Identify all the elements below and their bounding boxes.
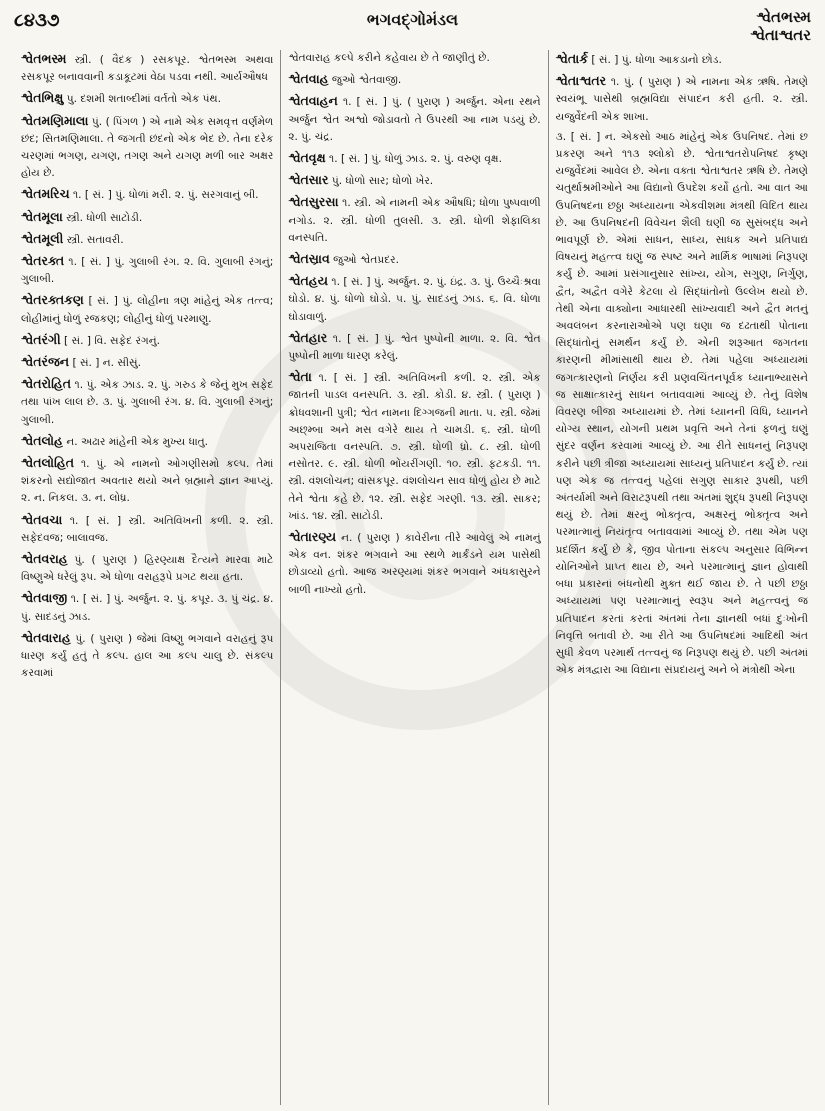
- headword: શ્વેતભસ્મ: [21, 51, 67, 66]
- running-title: ભગવદ્‌ગોમંડલ: [366, 10, 459, 29]
- headword: શ્વેતહય: [288, 273, 328, 289]
- dictionary-entry: [556, 72, 808, 126]
- headword: શ્વેતરંજન: [21, 354, 70, 370]
- headword: શ્વેતસ્રાવ: [288, 251, 330, 267]
- dictionary-entry: [21, 550, 273, 586]
- headword: શ્વેતવચા: [21, 511, 63, 527]
- headword: શ્વેતરંગી: [21, 331, 61, 347]
- definition: જુઓ શ્વેતપ્રદર.: [333, 254, 400, 267]
- headword: શ્વેતહાર: [288, 329, 328, 345]
- dictionary-entry: [556, 129, 808, 680]
- headword: શ્વેતારણ્ય: [288, 529, 337, 545]
- column-3: [548, 50, 815, 1105]
- definition: ૧. [ સં. ] પું. અર્જુન. ૨. પું. ઇંદ્ર. ૩. પું. ઉચ્ચૈઃશ્રવા ઘોડો. ૪. પું. ધોળો ઘોડો. ૫. પું. સાદડનું ઝાડ. ૬. વિ. ધોળા ઘોડાવાળું.: [288, 276, 541, 323]
- headword: શ્વેતરક્ત: [21, 253, 65, 269]
- definition: પું. ( પિંગળ ) એ નામે એક સમવૃત્ત વર્ણમેળ છંદ; સિતમણિમાલા. તે જગતી છંદનો એક ભેદ છે. તેના દરેક ચરણમાં ભગણ, યગણ, તગણ અને યગણ મળી બાર અક્ષર હોય છે.: [21, 115, 274, 180]
- page-number: ૮૪૩૭: [14, 10, 60, 31]
- dictionary-entry: [288, 50, 540, 67]
- definition: સ્ત્રી. ધોળી સાટોડી.: [66, 211, 143, 224]
- dictionary-entry: [21, 208, 273, 227]
- dictionary-entry: [21, 511, 273, 547]
- dictionary-entry: [21, 230, 273, 249]
- definition: શ્વેતવારાહ કલ્પે કરીને કહેવાય છે તે જાણીતું છે.: [288, 52, 490, 64]
- page-header: [14, 8, 811, 48]
- headword: શ્વેતમૂલી: [21, 230, 64, 246]
- headword: શ્વેતમણિમાલા: [21, 112, 89, 128]
- headword: શ્વેતાર્ક: [555, 51, 589, 66]
- definition: ૧. પું. એ નામનો ઓગણીસમો કલ્પ. તેમાં શંકરનો સદ્યોજાત અવતાર થયો અને બ્રહ્માને જ્ઞાન આપ્યું. ૨. ન. નિકલ. ૩. ન. લોધ્ર.: [21, 458, 274, 505]
- headword: શ્વેતસાર: [288, 172, 329, 188]
- headword: શ્વેતા: [288, 369, 312, 385]
- column-1: [14, 50, 280, 1105]
- definition: પું. ( પુરાણ ) હિરણ્યાક્ષ દૈત્યને મારવા માટે વિષ્ણુએ ધરેલું રૂપ. એ ધોળા વરાહરૂપે પ્રગટ થયા હતા.: [21, 554, 274, 584]
- headword: શ્વેતભિક્ષુ: [21, 90, 64, 106]
- guide-word-first: શ્વેતભસ્મ: [756, 8, 811, 26]
- headword: શ્વેતાશ્વતર: [555, 73, 607, 89]
- dictionary-entry: [288, 70, 540, 89]
- definition: ૧. પું. ( પુરાણ ) એ નામના એક ઋષિ. તેમણે સ્વયંભૂ પાસેથી બ્રહ્મવિદ્યા સંપાદન કરી હતી. ૨. સ્ત્રી. યજુર્વેદની એક શાખા.: [555, 76, 808, 123]
- headword: શ્વેતમૂલા: [21, 208, 63, 224]
- guide-words: [750, 8, 811, 44]
- dictionary-entry: [288, 528, 540, 599]
- dictionary-entry: [288, 368, 540, 525]
- headword: શ્વેતવાહન: [288, 93, 338, 109]
- headword: શ્વેતવૃક્ષ: [288, 150, 326, 166]
- dictionary-entry: [21, 89, 273, 108]
- definition: ૧. પું. એક ઝાડ. ૨. પું. ગરુડ કે જેનું મુખ સફેદ તથા પાંખ લાલ છે. ૩. પું. ગુલાબી રંગ. ૪. વિ. ગુલાબી રંગનું; ગુલાબી.: [21, 379, 274, 426]
- guide-word-last: શ્વેતાશ્વતર: [750, 26, 811, 44]
- definition: ન. અઢાર માંહેની એક મુખ્ય ધાતુ.: [66, 435, 209, 448]
- dictionary-entry: [21, 291, 273, 327]
- dictionary-entry: [21, 331, 273, 350]
- definition: પું. ધોળો સાર; ધોળો ખેર.: [331, 175, 434, 188]
- dictionary-entry: [21, 112, 273, 183]
- dictionary-entry: [288, 193, 540, 247]
- headword: શ્વેતવાહ: [288, 71, 329, 87]
- dictionary-entry: [288, 329, 540, 365]
- dictionary-entry: [288, 92, 540, 146]
- dictionary-entry: [21, 629, 273, 683]
- headword: શ્વેતવાજી: [21, 590, 68, 606]
- headword: શ્વેતલોહ: [21, 432, 63, 448]
- dictionary-entry: [21, 50, 273, 86]
- definition: [ સં. ] વિ. સફેદ રંગનું.: [64, 334, 160, 347]
- headword: શ્વેતલોહિત: [21, 455, 75, 471]
- dictionary-columns: [14, 50, 815, 1105]
- headword: શ્વેતસુરસા: [288, 194, 339, 210]
- dictionary-entry: [21, 454, 273, 508]
- definition: જુઓ શ્વેતવાજી.: [331, 74, 402, 87]
- definition: [ સં. ] પું. લોહીના ત્રણ માંહેનું એક તત્ત્વ; લોહીમાંનું ધોળું રજકણ; લોહીનું ધોળું પરમાણુ.: [21, 295, 274, 325]
- dictionary-entry: [21, 252, 273, 288]
- definition: ૧. [ સં. ] પું. શ્વેત પુષ્પોની માળા. ૨. વિ. શ્વેત પુષ્પોની માળા ધારણ કરેલું.: [288, 332, 541, 363]
- definition: પુ. દશમી શતાબ્દીમાં વર્તતો એક પંથ.: [66, 93, 222, 106]
- definition: ન. ( પુરાણ ) કાવેરીના તીરે આવેલું એ નામનું એક વન. શંકર ભગવાને આ સ્થળે માર્કંડને યમ પાસેથી છોડાવ્યો હતો. આજ અરણ્યમાં શંકર ભગવાને અંધકાસુરને બાળી નાખ્યો હતો.: [288, 532, 541, 596]
- definition: સ્ત્રી. ( વૈદક ) રસકપૂર. શ્વેતભસ્મ અથવા રસકપૂર બનાવવાની કડાકૂટમાં વેઠા પડવા નથી. આર્યઔષધ: [21, 54, 274, 84]
- definition: ૧. [ સં. ] પું. ( પુરાણ ) અર્જુન. એના રથને અર્જુન શ્વેત અશ્વો જોડાવતો તે ઉપરથી આ નામ પડયું છે. ૨. પું. ચંદ્ર.: [288, 96, 541, 143]
- headword: શ્વેતરક્તકણ: [21, 292, 84, 308]
- dictionary-entry: [21, 353, 273, 372]
- dictionary-entry: [21, 185, 273, 204]
- dictionary-entry: [288, 250, 540, 269]
- dictionary-entry: [288, 272, 540, 326]
- headword: શ્વેતવારાહ: [21, 629, 71, 645]
- definition: ૩. [ સં. ] ન. એકસો આઠ માંહેનું એક ઉપનિષદ. તેમાં છ પ્રકરણ અને ૧૧૩ શ્લોકો છે. શ્વેતાશ્વતરોપનિષદ કૃષ્ણ યજુર્વેદમાં આવેલ છે. એના વક્તા શ્વેતાશ્વતર ઋષિ છે. તેમણે ચતુર્થાશ્રમીઓને આ વિદ્યાનો ઉપદેશ કર્યો હતો. આ વાત આ ઉપનિષદના છઠ્ઠા અધ્યાયના એકવીશમા મંત્રથી વિદિત થાય છે. આ ઉપનિષદની વિવેચન શૈલી ઘણી જ સુસંબદ્ધ અને ભાવપૂર્ણ છે. એમાં સાધન, સાધ્ય, સાધક અને પ્રતિપાદ્ય વિષયનું મહત્ત્વ ઘણું જ સ્પષ્ટ અને માર્મિક ભાષામાં નિરૂપણ કર્યું છે. આમાં પ્રસંગાનુસાર સાંખ્ય, યોગ, સગુણ, નિર્ગુણ, દ્વૈત, અદ્વૈત વગેરે કેટલા યે સિદ્ધાંતોનો ઉલ્લેખ થયો છે. તેથી એના વાક્યોના આધારથી સાંખ્યવાદી અને દ્વૈત મતનું અવલંબન કરનારાઓએ પણ ઘણા જ દઢતાથી પોતાના સિદ્ધાંતોનું સમર્થન કર્યું છે. એની શરૂઆત જગતના કારણની મીમાંસાથી થાય છે. તેમાં પહેલા અધ્યાયમાં જગત્કારણનો નિર્ણય કરી પ્રણવચિંતનપૂર્વક ધ્યાનાભ્યાસને જ સાક્ષાત્કારનું સાધન બતાવવામાં આવ્યું છે. તેનું વિશેષ વિવરણ બીજા અધ્યાયમાં છે. તેમાં ધ્યાનની વિધિ, ધ્યાનને યોગ્ય સ્થાન, યોગની પ્રથમ પ્રવૃત્તિ અને તેનાં ફળનું ઘણું સુંદર વર્ણન કરવામાં આવ્યું છે. આ રીતે સાધનનું નિરૂપણ કરીને પછી ત્રીજા અધ્યાયમાં સાધ્યનું પ્રતિપાદન કર્યું છે. ત્યાં પણ એક જ તત્ત્વનું પહેલાં સગુણ સાકાર રૂપથી, પછી અંતર્યામી અને વિરાટરૂપથી તથા અંતમાં શુદ્ધ રૂપથી નિરૂપણ થયું છે. તેમાં ક્ષરનું ભોક્તૃત્વ, અક્ષરનું ભોક્તૃત્વ અને પરમાત્માનું નિયંતૃત્વ બતાવવામાં આવ્યું છે. તથા એમ પણ પ્રદર્શિત કર્યું છે કે, જીવ પોતાના સંકલ્પ અનુસાર વિભિન્ન યોનિઓને પ્રાપ્ત થાય છે, અને પરમાત્માનું જ્ઞાન હોવાથી બધા પ્રકારનાં બંધનોથી મુક્ત થઈ જાય છે. તે પછી છઠ્ઠા અધ્યાયમાં પણ પરમાત્માનું સ્વરૂપ અને મહત્ત્વનું જ પ્રતિપાદન કરતાં કરતાં અંતમાં તેના જ્ઞાનથી બધાં દુઃખોની નિવૃત્તિ બતાવી છે. આ રીતે આ ઉપનિષદમાં આદિથી અંત સુધી કેવળ પરમાર્થ તત્ત્વનું જ નિરૂપણ થયું છે. પછી અંતમાં એક મંત્રદ્વારા આ વિદ્યાના સંપ્રદાયનું અને બે મંત્રોથી એના: [555, 130, 808, 677]
- dictionary-entry: [288, 171, 540, 190]
- definition: ૧. સ્ત્રી. એ નામની એક ઔષધિ; ધોળા પુષ્પવાળી નગોડ. ૨. સ્ત્રી. ધોળી તુલસી. ૩. સ્ત્રી. ધોળી શેફાલિકા વનસ્પતિ.: [288, 197, 541, 244]
- definition: ૧. [ સં. ] પું. ધોળું ઝાડ. ૨. પું. વરુણ વૃક્ષ.: [329, 153, 502, 166]
- definition: ૧. [ સં. ] પું. અર્જુન. ૨. પું. કપૂર. ૩. પું ચંદ્ર. ૪. પું. સાદડનું ઝાડ.: [21, 593, 274, 623]
- dictionary-entry: [288, 149, 540, 168]
- definition: [ સં. ] ન. સીસું.: [72, 357, 141, 370]
- definition: પું. ( પુરાણ ) જેમાં વિષ્ણુ ભગવાને વરાહનું રૂપ ધારણ કર્યું હતું તે કલ્પ. હાલ આ કલ્પ ચાલુ છે. સંકલ્પ કરવામાં: [21, 632, 274, 680]
- definition: ૧. [ સં. ] સ્ત્રી. અતિવિખની કળી. ૨. સ્ત્રી. સફેદવજ; બાલાવજ.: [21, 514, 274, 544]
- headword: શ્વેતમરિચ: [21, 186, 70, 202]
- dictionary-entry: [21, 375, 273, 429]
- definition: ૧. [ સં. ] પું. ધોળાં મરી. ૨. પું. સરગવાનું બી.: [72, 189, 259, 202]
- column-2: [280, 50, 547, 1105]
- dictionary-entry: [21, 432, 273, 451]
- dictionary-entry: [21, 589, 273, 625]
- definition: ૧. [ સં. ] પું. ગુલાબી રંગ. ૨. વિ. ગુલાબી રંગનું; ગુલાબી.: [21, 256, 274, 286]
- headword: શ્વેતવરાહ: [21, 551, 68, 567]
- headword: શ્વેતરોહિત: [21, 376, 72, 392]
- dictionary-entry: [556, 50, 808, 69]
- definition: ૧. [ સં. ] સ્ત્રી. અતિવિખની કળી. ૨. સ્ત્રી. એક જાતની પાડલ વનસ્પતિ. ૩. સ્ત્રી. કોડી. ૪. સ્ત્રી. ( પુરાણ ) ક્રોધવશાની પુત્રી; શ્વેત નામના દિગ્ગજની માતા. ૫. સ્ત્રી. જેમાં અછ્મ્બા અને મસ વગેરે થાય તે ચામડી. ૬. સ્ત્રી. ધોળી અપરાજિતા વનસ્પતિ. ૭. સ્ત્રી. ધોળી ધ્રો. ૮. સ્ત્રી. ધોળી નસોતર. ૯. સ્ત્રી. ધોળી ભોંયરીંગણી. ૧૦. સ્ત્રી. ફટકડી. ૧૧. સ્ત્રી. વંશલોચન; વાંસકપૂર. વંશલોચન સાવ ધોળું હોય છે માટે તેને શ્વેતા કહે છે. ૧૨. સ્ત્રી. સફેદ ગરણી. ૧૩. સ્ત્રી. સાકર; ખાંડ. ૧૪. સ્ત્રી. સાટોડી.: [288, 372, 541, 522]
- definition: [ સં. ] પું. ધોળા આકડાનો છોડ.: [591, 54, 722, 66]
- definition: સ્ત્રી. સતાવરી.: [66, 233, 124, 246]
